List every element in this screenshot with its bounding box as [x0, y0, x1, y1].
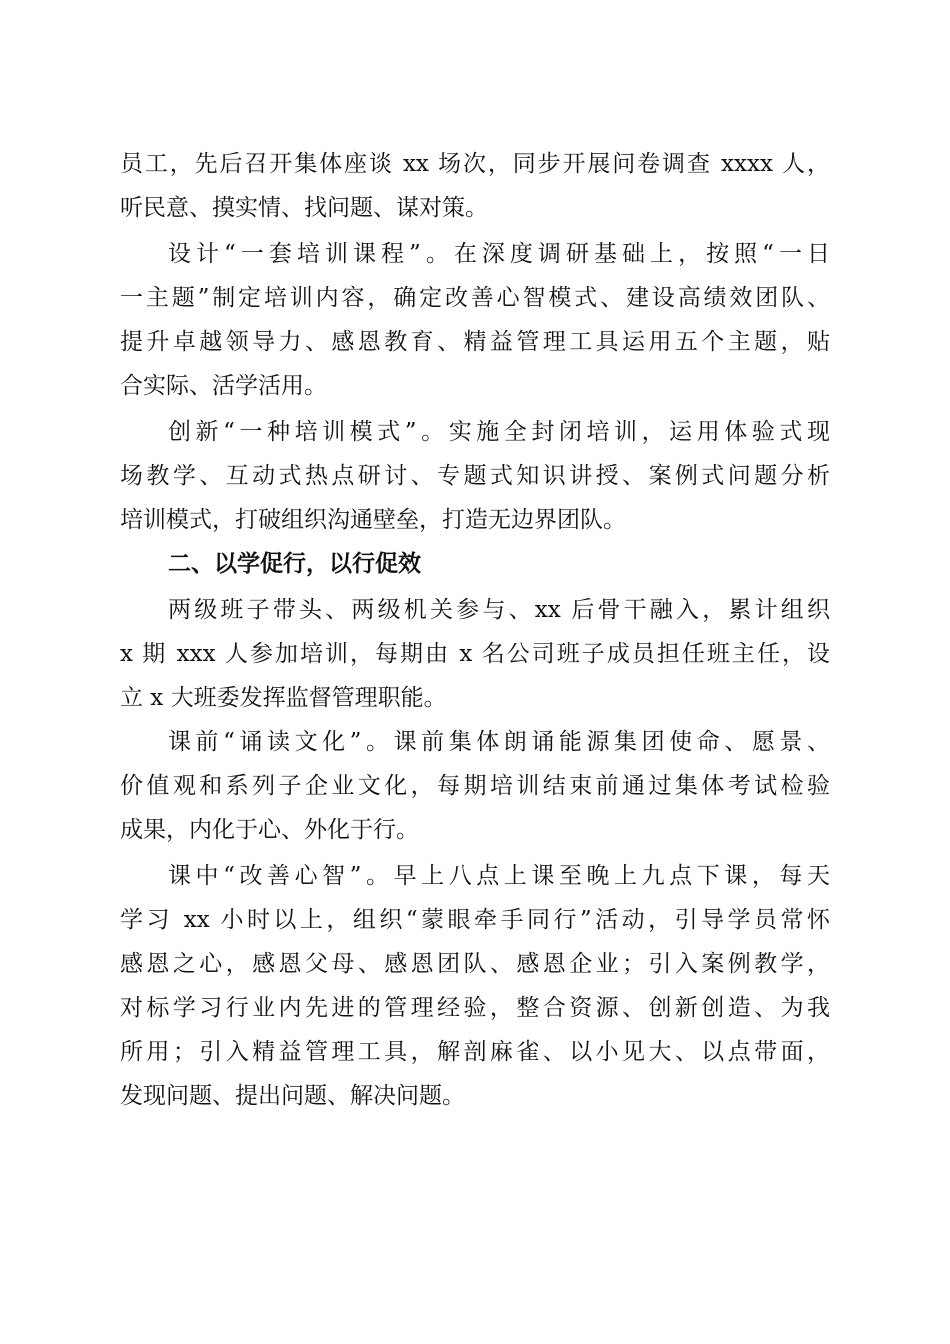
section-heading: 二、以学促行，以行促效 [168, 551, 421, 577]
paragraph-first-line: 设计“一套培训课程”。在深度调研基础上，按照“一日 [168, 241, 830, 267]
body-line: 提升卓越领导力、感恩教育、精益管理工具运用五个主题，贴 [120, 329, 830, 355]
body-line: 学习 xx 小时以上，组织“蒙眼牵手同行”活动，引导学员常怀 [120, 907, 830, 933]
body-line: 对标学习行业内先进的管理经验，整合资源、创新创造、为我 [120, 995, 830, 1021]
body-line: 成果，内化于心、外化于行。 [120, 817, 419, 843]
paragraph-first-line: 课前“诵读文化”。课前集体朗诵能源集团使命、愿景、 [168, 729, 830, 755]
body-line: 员工，先后召开集体座谈 xx 场次，同步开展问卷调查 xxxx 人， [120, 151, 830, 177]
body-line: 感恩之心，感恩父母、感恩团队、感恩企业；引入案例教学， [120, 951, 830, 977]
body-line: 听民意、摸实情、找问题、谋对策。 [120, 195, 488, 221]
paragraph-first-line: 创新“一种培训模式”。实施全封闭培训，运用体验式现 [168, 419, 830, 445]
body-line: 培训模式，打破组织沟通壁垒，打造无边界团队。 [120, 507, 626, 533]
body-line: 合实际、活学活用。 [120, 373, 327, 399]
body-line: 立 x 大班委发挥监督管理职能。 [120, 685, 447, 711]
body-line: x 期 xxx 人参加培训，每期由 x 名公司班子成员担任班主任，设 [120, 641, 830, 667]
body-line: 一主题”制定培训内容，确定改善心智模式、建设高绩效团队、 [120, 285, 830, 311]
body-line: 所用；引入精益管理工具，解剖麻雀、以小见大、以点带面， [120, 1039, 830, 1065]
body-line: 发现问题、提出问题、解决问题。 [120, 1083, 465, 1109]
body-line: 场教学、互动式热点研讨、专题式知识讲授、案例式问题分析 [120, 463, 830, 489]
paragraph-first-line: 课中“改善心智”。早上八点上课至晚上九点下课，每天 [168, 863, 830, 889]
body-line: 价值观和系列子企业文化，每期培训结束前通过集体考试检验 [120, 773, 830, 799]
paragraph-first-line: 两级班子带头、两级机关参与、xx 后骨干融入，累计组织 [168, 597, 830, 623]
